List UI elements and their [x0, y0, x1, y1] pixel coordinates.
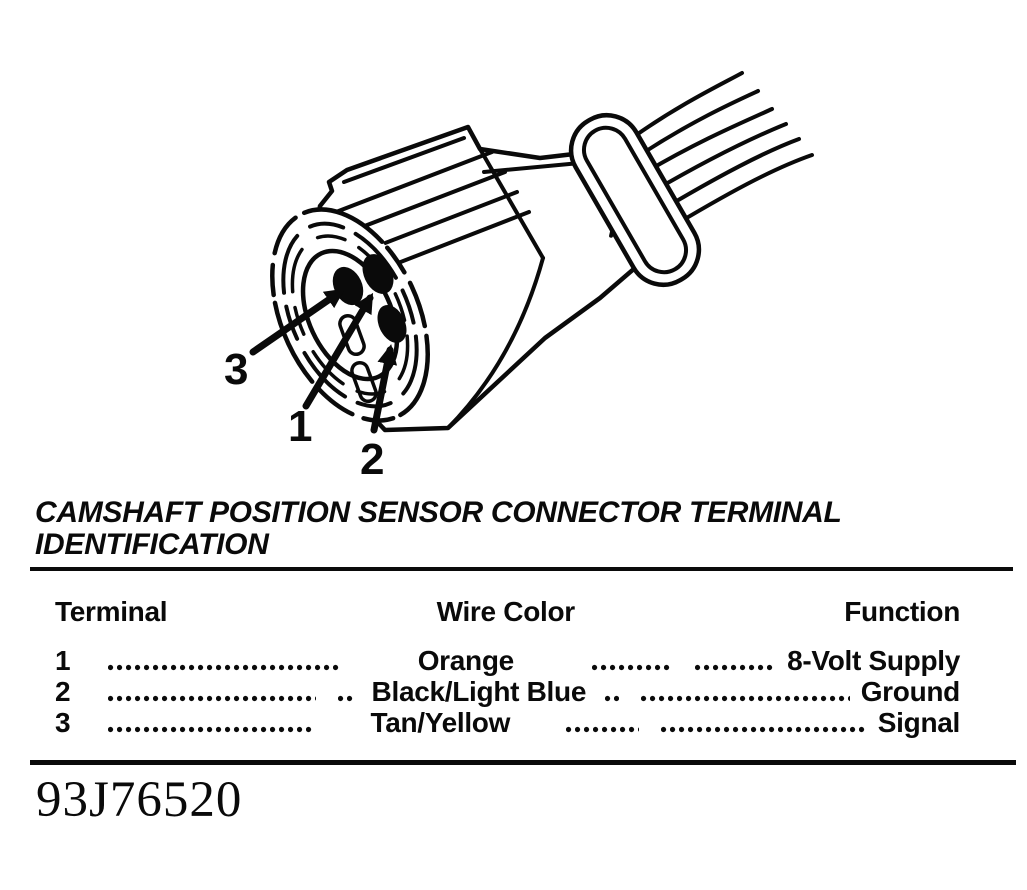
- table-header-row: [0, 596, 1027, 627]
- table-top-rule: [30, 567, 1013, 571]
- caption-line-1: CAMSHAFT POSITION SENSOR CONNECTOR TERMINAL: [35, 496, 842, 529]
- header-wire-color: Wire Color: [436, 596, 575, 627]
- dot-leader: [108, 695, 316, 702]
- terminal-number: 1: [55, 645, 71, 676]
- function-value: 8-Volt Supply: [787, 645, 961, 676]
- wire-color-value: Tan/Yellow: [370, 707, 511, 738]
- caption-line-2: IDENTIFICATION: [35, 528, 269, 561]
- function-value: Signal: [877, 707, 961, 738]
- table-row: [0, 707, 1027, 738]
- table-row: [0, 676, 1027, 707]
- dot-leader: [605, 695, 620, 702]
- pin-label-2: 2: [360, 435, 385, 484]
- pin-label-3: 3: [224, 345, 249, 394]
- table-row: [0, 645, 1027, 676]
- header-function: Function: [844, 596, 961, 627]
- terminal-table: [0, 596, 1027, 738]
- dot-leader: [661, 726, 867, 733]
- dot-leader: [641, 695, 849, 702]
- dot-leader: [338, 695, 353, 702]
- figure-id: 93J76520: [36, 772, 243, 828]
- terminal-number: 3: [55, 707, 71, 738]
- dot-leader: [108, 664, 340, 671]
- dot-leader: [695, 664, 776, 671]
- wire-color-value: Orange: [417, 645, 514, 676]
- pin-label-1: 1: [288, 402, 313, 451]
- figure-caption: [35, 497, 1015, 561]
- dot-leader: [108, 726, 314, 733]
- terminal-number: 2: [55, 676, 71, 707]
- dot-leader: [566, 726, 638, 733]
- header-terminal: Terminal: [55, 596, 168, 627]
- dot-leader: [592, 664, 673, 671]
- wire-color-value: Black/Light Blue: [371, 676, 587, 707]
- function-value: Ground: [860, 676, 960, 707]
- bottom-rule: [30, 760, 1016, 765]
